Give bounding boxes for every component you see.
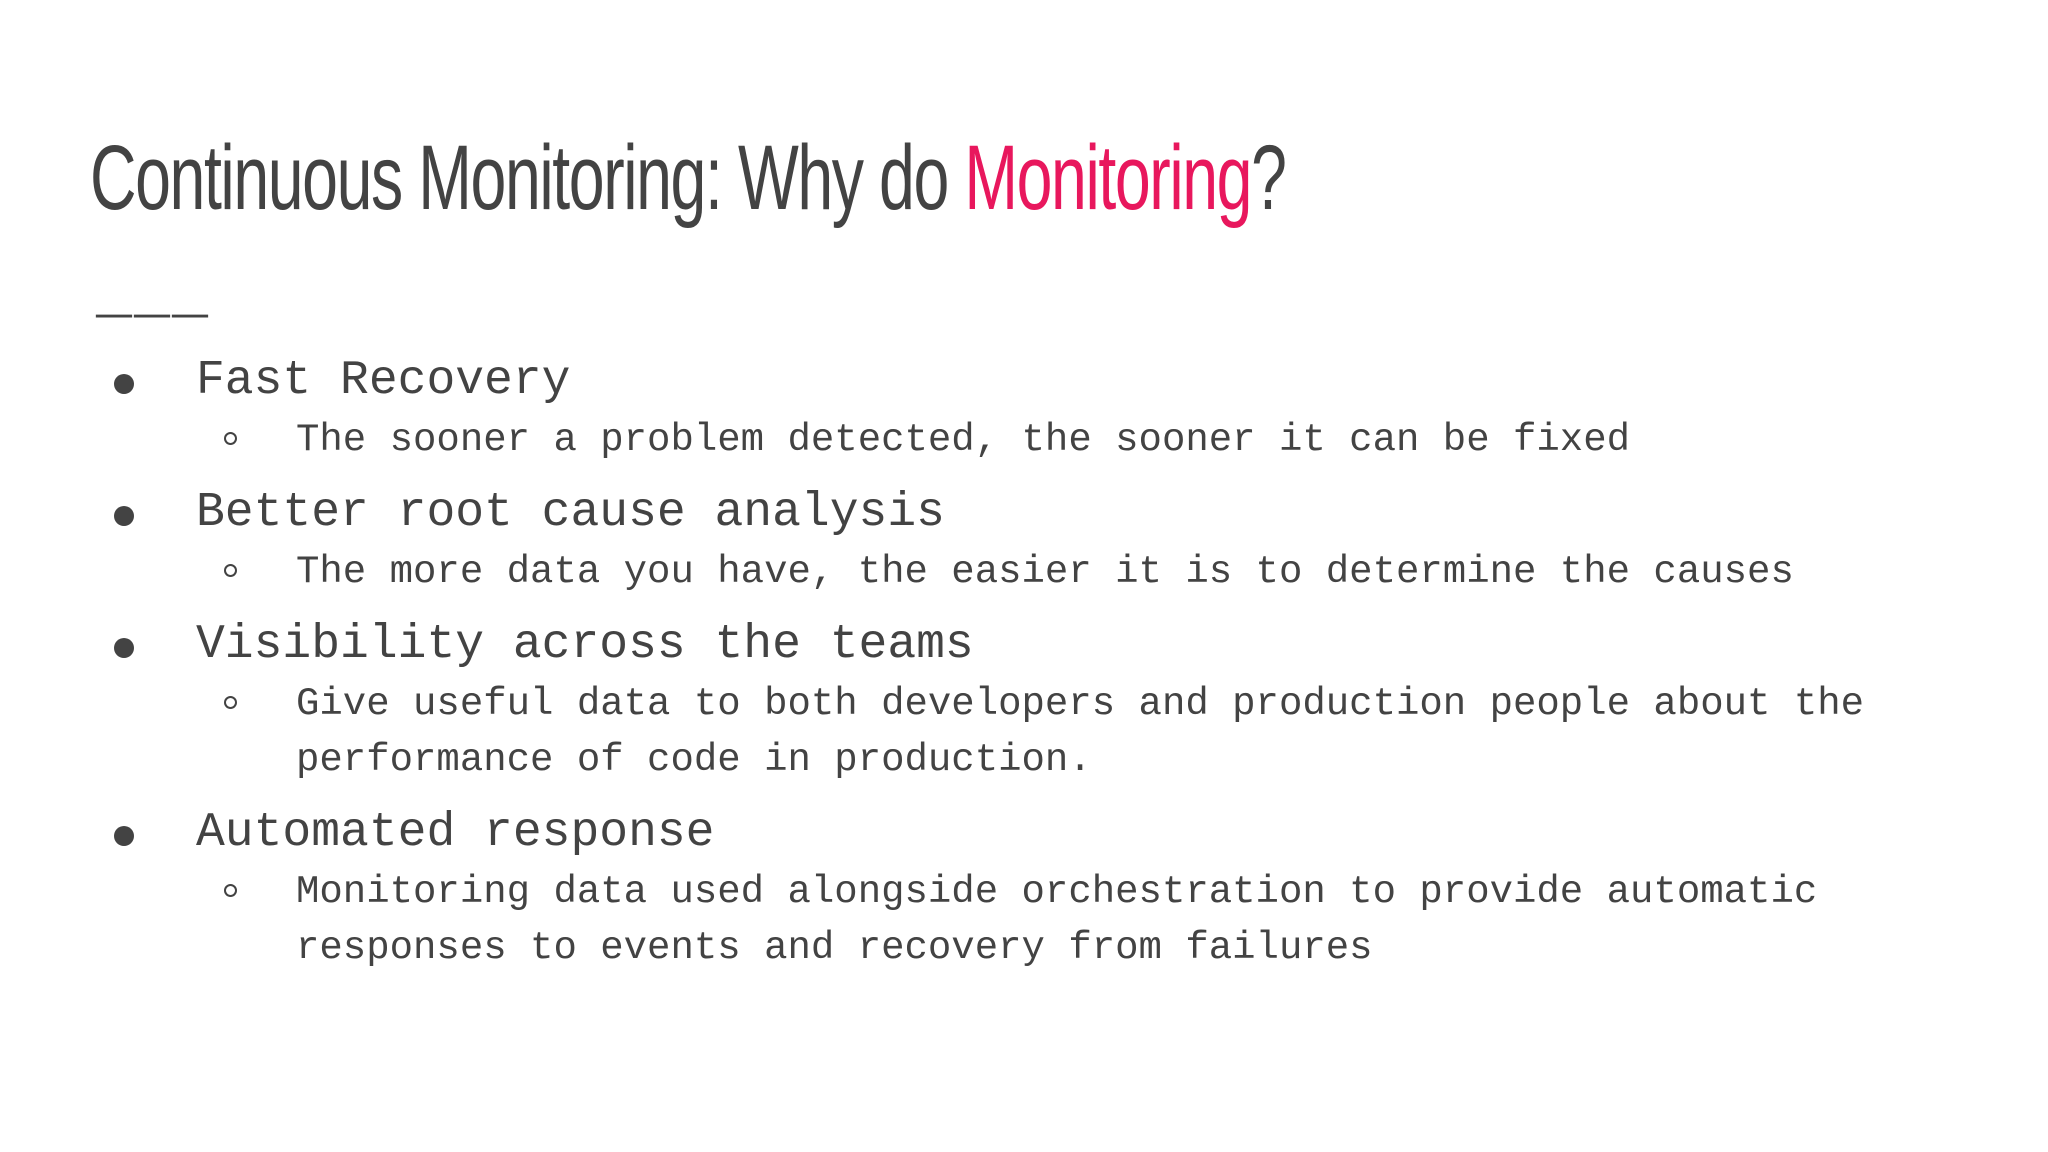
bullet-label: Fast Recovery: [196, 354, 571, 408]
hollow-circle-icon: [224, 696, 237, 709]
bullet-label: Automated response: [196, 806, 715, 860]
filled-circle-icon: [114, 826, 134, 846]
bullet-label: Better root cause analysis: [196, 486, 945, 540]
title-suffix: ?: [1251, 127, 1286, 229]
slide-title: [90, 118, 1285, 238]
title-divider: ___: [96, 262, 211, 330]
sub-bullet: [110, 864, 1970, 976]
hollow-circle-icon: [224, 884, 237, 897]
bullet-item: [110, 614, 1970, 788]
sub-bullet: [110, 676, 1970, 788]
bullet-label: Visibility across the teams: [196, 618, 974, 672]
bullet-row: [110, 350, 1970, 412]
bullet-item: [110, 482, 1970, 600]
bullet-item: [110, 802, 1970, 976]
bullet-list: [110, 350, 1970, 990]
sub-bullet-text: The more data you have, the easier it is to determine the causes: [296, 550, 1794, 594]
bullet-row: [110, 482, 1970, 544]
bullet-row: [110, 802, 1970, 864]
title-highlight: Monitoring: [964, 127, 1252, 229]
sub-bullet-text: Give useful data to both developers and production people about the performance of code in production.: [296, 682, 1865, 782]
filled-circle-icon: [114, 374, 134, 394]
sub-bullet-text: Monitoring data used alongside orchestration to provide automatic responses to events and recovery from failures: [296, 870, 1818, 970]
sub-bullet: [110, 544, 1970, 600]
filled-circle-icon: [114, 638, 134, 658]
bullet-item: [110, 350, 1970, 468]
sub-bullet-text: The sooner a problem detected, the sooner it can be fixed: [296, 418, 1631, 462]
title-prefix: Continuous Monitoring: Why do: [90, 127, 965, 229]
bullet-row: [110, 614, 1970, 676]
hollow-circle-icon: [224, 432, 237, 445]
sub-bullet: [110, 412, 1970, 468]
hollow-circle-icon: [224, 564, 237, 577]
filled-circle-icon: [114, 506, 134, 526]
